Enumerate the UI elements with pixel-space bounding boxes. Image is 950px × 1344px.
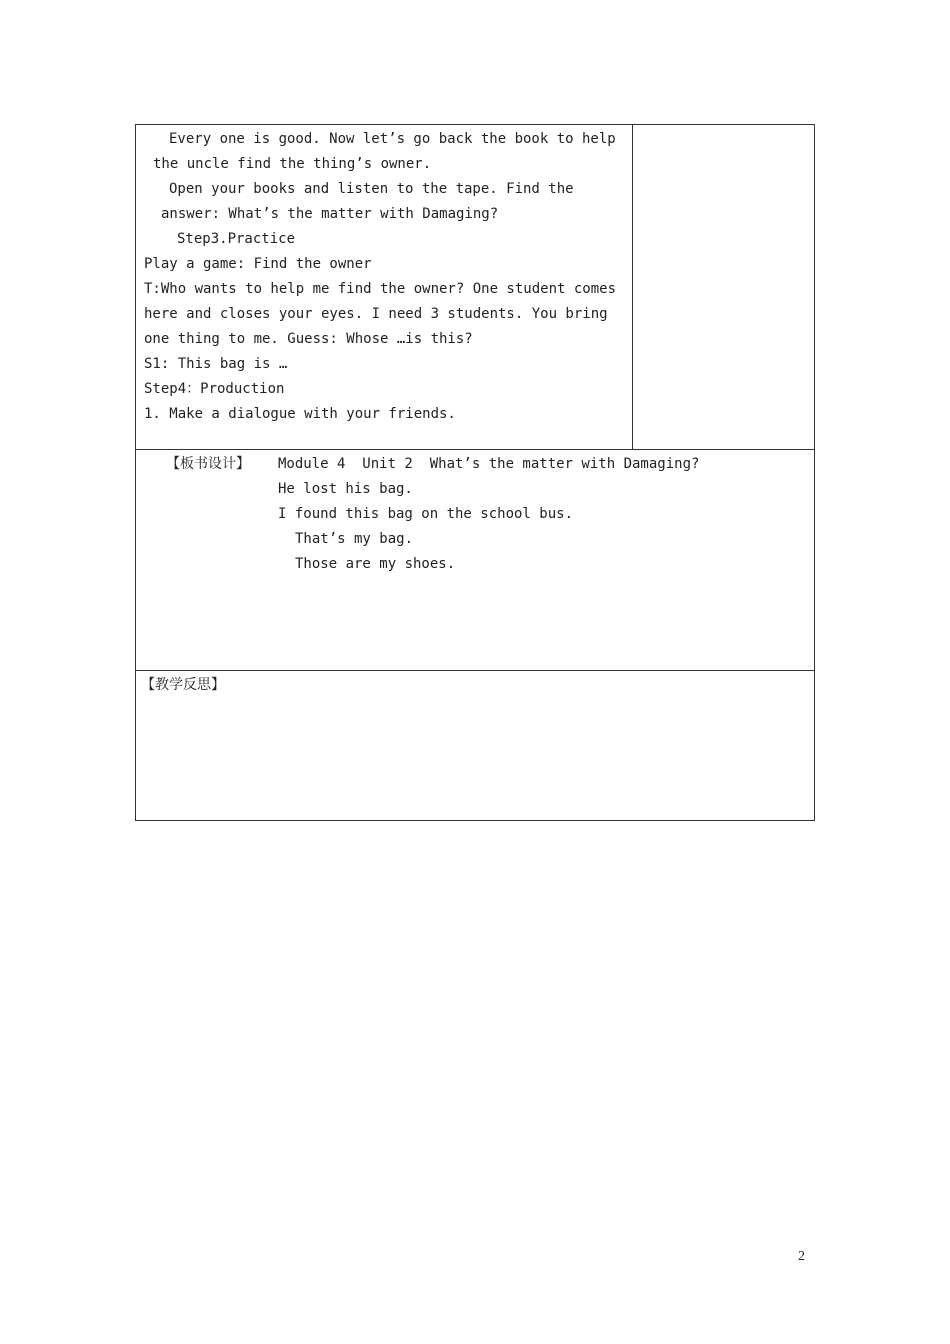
step-line: here and closes your eyes. I need 3 students. You bring [144, 306, 608, 322]
step-line: the uncle find the thing’s owner. [153, 156, 432, 172]
board-line: I found this bag on the school bus. [278, 506, 574, 522]
step-line: Play a game: Find the owner [144, 256, 372, 272]
board-design-heading: 【板书设计】 [166, 456, 250, 472]
teaching-steps-row [136, 125, 814, 450]
step-line: one thing to me. Guess: Whose …is this? [144, 331, 473, 347]
reflection-heading: 【教学反思】 [141, 677, 225, 693]
step-line: answer: What’s the matter with Damaging? [161, 206, 499, 222]
page-number: 2 [798, 1249, 805, 1264]
lesson-table [135, 124, 815, 821]
board-line: That’s my bag. [295, 531, 414, 547]
step-heading: Step3.Practice [177, 231, 296, 247]
reflection-row [136, 671, 814, 820]
board-line: Those are my shoes. [295, 556, 456, 572]
column-divider [632, 125, 633, 449]
step-line: T:Who wants to help me find the owner? One student comes [144, 281, 617, 297]
board-line: He lost his bag. [278, 481, 413, 497]
board-design-row [136, 450, 814, 671]
board-design-title: Module 4 Unit 2 What’s the matter with Damaging? [278, 456, 700, 472]
step-line: Every one is good. Now let’s go back the book to help [169, 131, 616, 147]
step-line: Open your books and listen to the tape. Find the [169, 181, 574, 197]
step-line: S1: This bag is … [144, 356, 288, 372]
step-heading: Step4：Production [144, 381, 285, 397]
step-line: 1. Make a dialogue with your friends. [144, 406, 456, 422]
